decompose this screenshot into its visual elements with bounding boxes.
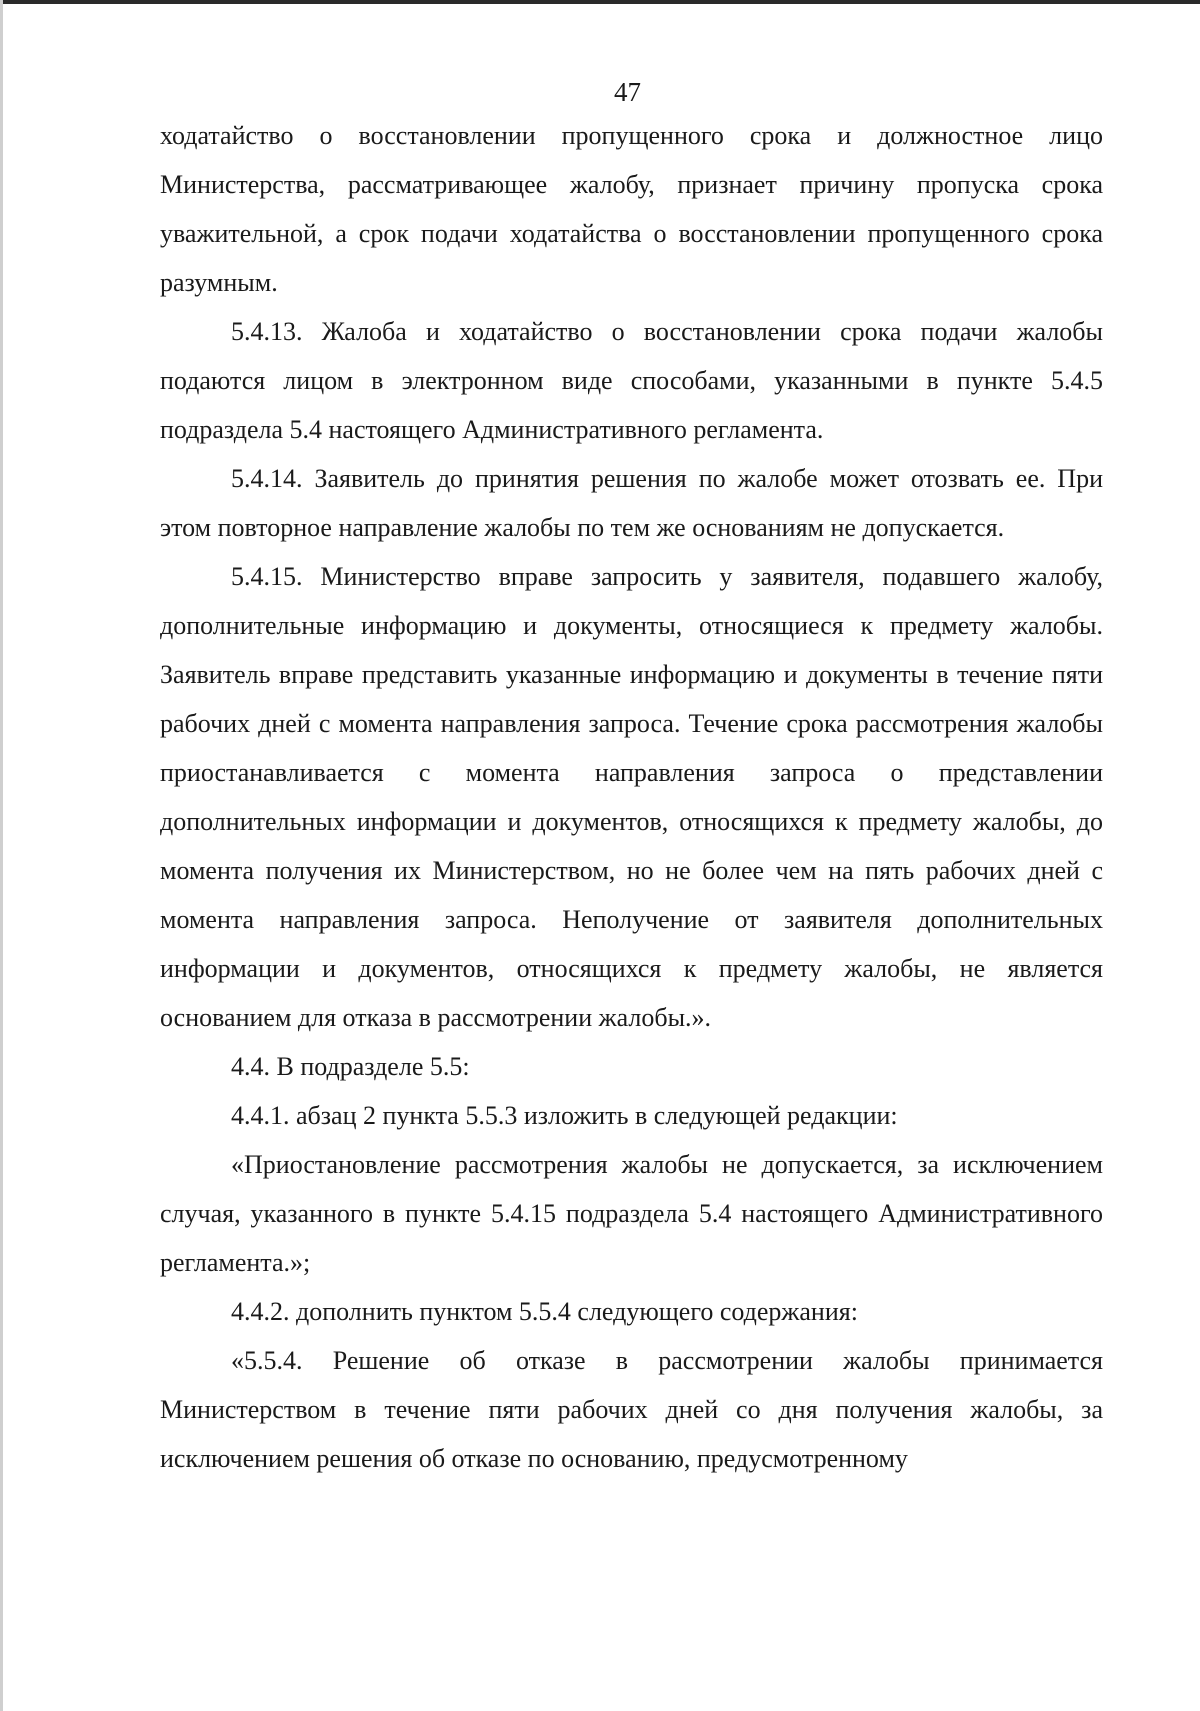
paragraph-quote-suspension: «Приостановление рассмотрения жалобы не допускается, за исключением случая, указанного в пункте 5.4.15 подраздела 5.4 настоящего Административного регламента.»;: [160, 1150, 1103, 1277]
page-number: 47: [614, 77, 641, 107]
paragraph-4-4: 4.4. В подразделе 5.5:: [231, 1052, 470, 1081]
paragraph-5-4-15: 5.4.15. Министерство вправе запросить у заявителя, подавшего жалобу, дополнительные информацию и документы, относящиеся к предмету жалобы. Заявитель вправе представить указанные информацию и документы в течение пяти рабочих дней с момента направления запроса. Течение срока рассмотрения жалобы приостанавливается с момента направления запроса о представлении дополнительных информации и документов, относящихся к предмету жалобы, до момента получения их Министерством, но не более чем на пять рабочих дней с момента направления запроса. Неполучение от заявителя дополнительных информации и документов, относящихся к предмету жалобы, не является основанием для отказа в рассмотрении жалобы.».: [160, 562, 1103, 1032]
paragraph-5-4-13: 5.4.13. Жалоба и ходатайство о восстановлении срока подачи жалобы подаются лицом в электронном виде способами, указанными в пункте 5.4.5 подраздела 5.4 настоящего Административного регламента.: [160, 317, 1103, 444]
paragraph-4-4-2: 4.4.2. дополнить пунктом 5.5.4 следующего содержания:: [231, 1297, 858, 1326]
document-body: [160, 111, 1103, 1483]
scan-edge-top: [0, 0, 1200, 4]
paragraph-quote-5-5-4: «5.5.4. Решение об отказе в рассмотрении жалобы принимается Министерством в течение пяти рабочих дней со дня получения жалобы, за исключением решения об отказе по основанию, предусмотренному: [160, 1346, 1103, 1473]
paragraph-5-4-14: 5.4.14. Заявитель до принятия решения по жалобе может отозвать ее. При этом повторное направление жалобы по тем же основаниям не допускается.: [160, 464, 1103, 542]
paragraph-4-4-1: 4.4.1. абзац 2 пункта 5.5.3 изложить в следующей редакции:: [231, 1101, 898, 1130]
scan-edge-left: [0, 0, 3, 1711]
paragraph-continuation: ходатайство о восстановлении пропущенного срока и должностное лицо Министерства, рассматривающее жалобу, признает причину пропуска срока уважительной, а срок подачи ходатайства о восстановлении пропущенного срока разумным.: [160, 121, 1103, 297]
